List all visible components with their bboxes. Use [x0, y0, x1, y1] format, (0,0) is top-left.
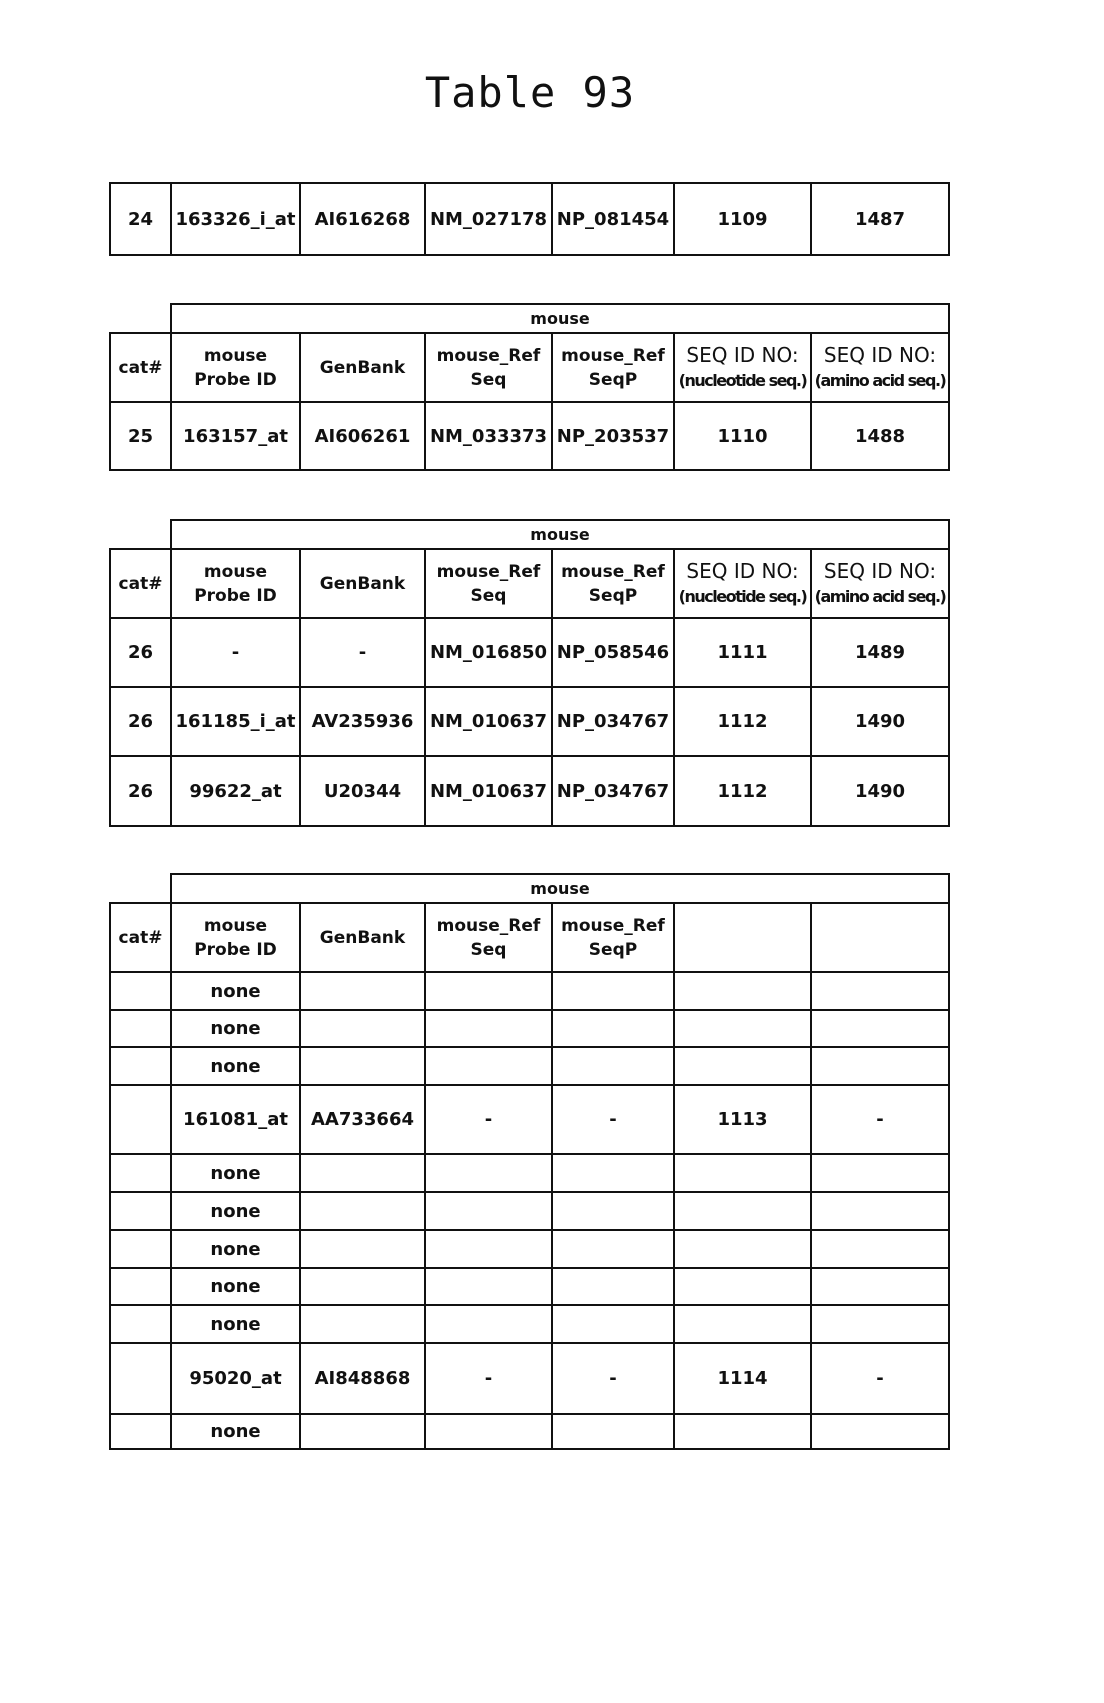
header-line: SEQ ID NO:	[824, 343, 936, 367]
table-cell	[811, 1414, 949, 1449]
header-line: Seq	[471, 370, 507, 390]
group-header: mouse	[171, 874, 949, 903]
table-cell	[300, 1192, 425, 1230]
table-cell: NP_203537	[552, 402, 674, 470]
table-cell: AI848868	[300, 1343, 425, 1414]
table-cell	[300, 1414, 425, 1449]
table-cell: 1113	[674, 1085, 811, 1154]
table-mouse-probes	[109, 873, 950, 1450]
header-line: mouse_Ref	[561, 346, 665, 366]
table-cell	[811, 1047, 949, 1085]
header-line: (nucleotide seq.)	[675, 368, 810, 394]
table-cell	[674, 1414, 811, 1449]
col-header-seq-nuc	[674, 333, 811, 402]
table-cell	[110, 1154, 171, 1192]
table-cell: -	[300, 618, 425, 687]
table-cell	[811, 1305, 949, 1343]
table-cell	[552, 1192, 674, 1230]
table-cell	[300, 1305, 425, 1343]
table-row	[110, 618, 949, 687]
table-cell: 1112	[674, 756, 811, 826]
table-cell	[425, 1230, 552, 1268]
col-header-cat: cat#	[110, 549, 171, 618]
table-cell	[110, 1414, 171, 1449]
table-cell: NP_034767	[552, 687, 674, 756]
table-cell: none	[171, 1268, 300, 1305]
table-cell: 99622_at	[171, 756, 300, 826]
table-cell	[811, 1268, 949, 1305]
header-line: SEQ ID NO:	[686, 343, 798, 367]
col-header-refseqp	[552, 333, 674, 402]
header-line: SEQ ID NO:	[824, 559, 936, 583]
table-cell: 1488	[811, 402, 949, 470]
table-cell	[425, 972, 552, 1010]
table-cell: -	[552, 1343, 674, 1414]
table-cell: NM_010637	[425, 687, 552, 756]
table-cell	[110, 1305, 171, 1343]
table-cell	[110, 1343, 171, 1414]
col-header-probe	[171, 903, 300, 972]
table-cell	[552, 972, 674, 1010]
table-row	[110, 972, 949, 1010]
table-cell: -	[811, 1343, 949, 1414]
table-cell: AI616268	[300, 183, 425, 255]
table-cell	[552, 1047, 674, 1085]
table-cell: none	[171, 1192, 300, 1230]
table-cell	[674, 1230, 811, 1268]
table-cell	[425, 1305, 552, 1343]
table-cell: 1490	[811, 756, 949, 826]
table-cell	[674, 972, 811, 1010]
table-cell: 26	[110, 687, 171, 756]
header-line: SeqP	[589, 940, 637, 960]
table-cell	[811, 1010, 949, 1047]
header-line: SeqP	[589, 586, 637, 606]
table-cell	[674, 1268, 811, 1305]
table-cell	[425, 1047, 552, 1085]
table-cell	[300, 1230, 425, 1268]
table-cell: U20344	[300, 756, 425, 826]
col-header-refseq	[425, 549, 552, 618]
table-cell: NM_010637	[425, 756, 552, 826]
table-cell: 1490	[811, 687, 949, 756]
header-line: Seq	[471, 940, 507, 960]
table-cell: NM_033373	[425, 402, 552, 470]
table-cell	[110, 1047, 171, 1085]
table-row	[110, 687, 949, 756]
table-row	[110, 1192, 949, 1230]
table-cell: 1110	[674, 402, 811, 470]
page-title: Table 93	[0, 68, 1060, 117]
header-line: mouse_Ref	[561, 916, 665, 936]
col-header-cat: cat#	[110, 903, 171, 972]
header-line: mouse	[204, 346, 267, 366]
table-cell	[425, 1192, 552, 1230]
table-row	[110, 1305, 949, 1343]
col-header-seq-aa	[811, 333, 949, 402]
blank-cell	[110, 304, 171, 333]
table-cell: AI606261	[300, 402, 425, 470]
group-header: mouse	[171, 520, 949, 549]
table-cell	[300, 1047, 425, 1085]
header-line: SeqP	[589, 370, 637, 390]
table-cell	[110, 1010, 171, 1047]
header-line: (nucleotide seq.)	[675, 584, 810, 610]
group-header: mouse	[171, 304, 949, 333]
table-cell: 1109	[674, 183, 811, 255]
table-cell	[425, 1010, 552, 1047]
table-cell	[552, 1305, 674, 1343]
blank-cell	[110, 520, 171, 549]
table-row	[110, 1154, 949, 1192]
table-cell	[552, 1230, 674, 1268]
table-cell: none	[171, 1047, 300, 1085]
table-cell	[552, 1268, 674, 1305]
table-cell	[425, 1268, 552, 1305]
table-cell: none	[171, 1154, 300, 1192]
table-cell: NP_081454	[552, 183, 674, 255]
table-cell	[300, 972, 425, 1010]
col-header-genbank: GenBank	[300, 333, 425, 402]
col-header-genbank: GenBank	[300, 549, 425, 618]
table-row	[110, 1230, 949, 1268]
table-cell	[300, 1154, 425, 1192]
header-line: Probe ID	[194, 370, 277, 390]
table-cell: 1114	[674, 1343, 811, 1414]
table-cell	[552, 1414, 674, 1449]
header-line: Seq	[471, 586, 507, 606]
table-cell	[552, 1010, 674, 1047]
table-cat-24	[109, 182, 950, 256]
table-cell: 163326_i_at	[171, 183, 300, 255]
header-line: mouse	[204, 916, 267, 936]
table-cell: 26	[110, 756, 171, 826]
table-cell	[110, 1192, 171, 1230]
table-row	[110, 1343, 949, 1414]
table-cell	[300, 1268, 425, 1305]
header-line: mouse	[204, 562, 267, 582]
table-cell: none	[171, 1010, 300, 1047]
col-header-refseqp	[552, 903, 674, 972]
table-row	[110, 1010, 949, 1047]
header-line: Probe ID	[194, 940, 277, 960]
header-line: (amino acid seq.)	[812, 584, 948, 610]
header-line: mouse_Ref	[437, 562, 541, 582]
table-cell: NP_058546	[552, 618, 674, 687]
col-header-refseq	[425, 903, 552, 972]
table-cell	[674, 1154, 811, 1192]
table-cell: none	[171, 1230, 300, 1268]
header-line: (amino acid seq.)	[812, 368, 948, 394]
table-cell	[110, 1268, 171, 1305]
table-cell	[674, 1305, 811, 1343]
table-cell: NM_016850	[425, 618, 552, 687]
table-row	[110, 1268, 949, 1305]
table-cell: -	[552, 1085, 674, 1154]
table-cell: NP_034767	[552, 756, 674, 826]
header-line: SEQ ID NO:	[686, 559, 798, 583]
col-header-empty	[811, 903, 949, 972]
table-row	[110, 1085, 949, 1154]
table-cell: 1487	[811, 183, 949, 255]
table-cell: 161081_at	[171, 1085, 300, 1154]
table-cell	[811, 1230, 949, 1268]
table-cell	[300, 1010, 425, 1047]
table-row	[110, 756, 949, 826]
table-cell: none	[171, 972, 300, 1010]
table-cell: 163157_at	[171, 402, 300, 470]
table-cat-25	[109, 303, 950, 471]
table-cell: 95020_at	[171, 1343, 300, 1414]
table-cell	[110, 972, 171, 1010]
col-header-genbank: GenBank	[300, 903, 425, 972]
col-header-seq-nuc	[674, 549, 811, 618]
table-row	[110, 402, 949, 470]
col-header-probe	[171, 333, 300, 402]
col-header-cat: cat#	[110, 333, 171, 402]
table-cell	[674, 1047, 811, 1085]
header-line: mouse_Ref	[437, 346, 541, 366]
table-cell: 25	[110, 402, 171, 470]
col-header-refseq	[425, 333, 552, 402]
table-cell: -	[425, 1085, 552, 1154]
table-cell: none	[171, 1305, 300, 1343]
col-header-refseqp	[552, 549, 674, 618]
table-cell: -	[811, 1085, 949, 1154]
table-cell: 24	[110, 183, 171, 255]
table-cell	[811, 972, 949, 1010]
table-cell: AA733664	[300, 1085, 425, 1154]
table-cell	[552, 1154, 674, 1192]
table-cell	[811, 1192, 949, 1230]
col-header-probe	[171, 549, 300, 618]
table-cell: 1489	[811, 618, 949, 687]
table-cell: 161185_i_at	[171, 687, 300, 756]
table-cell	[110, 1230, 171, 1268]
table-cell	[674, 1192, 811, 1230]
table-cell: -	[171, 618, 300, 687]
table-cell: AV235936	[300, 687, 425, 756]
table-cell: NM_027178	[425, 183, 552, 255]
col-header-seq-aa	[811, 549, 949, 618]
col-header-empty	[674, 903, 811, 972]
table-cell: none	[171, 1414, 300, 1449]
header-line: mouse_Ref	[437, 916, 541, 936]
table-cell	[110, 1085, 171, 1154]
table-cell: 1111	[674, 618, 811, 687]
blank-cell	[110, 874, 171, 903]
table-cell	[811, 1154, 949, 1192]
table-row	[110, 183, 949, 255]
table-cell	[674, 1010, 811, 1047]
table-cat-26	[109, 519, 950, 827]
header-line: Probe ID	[194, 586, 277, 606]
table-cell: 1112	[674, 687, 811, 756]
table-cell: -	[425, 1343, 552, 1414]
table-cell	[425, 1414, 552, 1449]
table-row	[110, 1414, 949, 1449]
table-cell: 26	[110, 618, 171, 687]
header-line: mouse_Ref	[561, 562, 665, 582]
table-cell	[425, 1154, 552, 1192]
table-row	[110, 1047, 949, 1085]
